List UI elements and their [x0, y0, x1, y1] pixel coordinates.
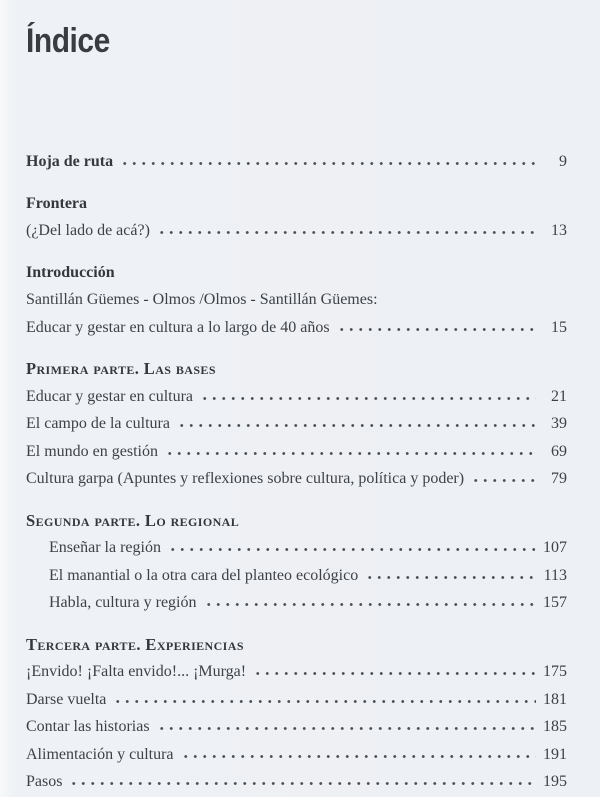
dot-leader: [157, 230, 536, 235]
toc-group-tercera-parte: [26, 631, 567, 796]
toc-entry-title: Habla, cultura y región: [49, 594, 197, 611]
page-number: 195: [543, 773, 567, 790]
dot-leader: [365, 575, 536, 580]
toc-part-heading: Primera parte. Las bases: [26, 359, 216, 378]
toc-entry-title: (¿Del lado de acá?): [26, 222, 150, 239]
toc-group-primera-parte: [26, 355, 567, 493]
toc-entry-title: ¡Envido! ¡Falta envido!... ¡Murga!: [26, 663, 247, 680]
dot-leader: [168, 547, 536, 552]
toc-entry: [26, 438, 567, 466]
page-number: 39: [551, 415, 567, 432]
page-number: 181: [543, 690, 567, 708]
page-number: 13: [551, 222, 567, 239]
toc-entry-title: Cultura garpa (Apuntes y reflexiones sobre cultura, política y poder): [26, 470, 465, 487]
toc-part-heading: Tercera parte. Experiencias: [26, 634, 244, 654]
dot-leader: [200, 396, 536, 401]
page-number: 79: [551, 470, 567, 487]
dot-leader: [204, 602, 537, 607]
page-title: Índice: [26, 22, 110, 60]
dot-leader: [337, 327, 536, 332]
toc-entry-title: El mundo en gestión: [26, 442, 158, 460]
toc-group-introduccion: [26, 259, 567, 342]
toc-subtitle: Santillán Güemes - Olmos /Olmos - Santillán Güemes:: [26, 291, 378, 308]
page-number: 113: [543, 566, 567, 584]
page-number: 15: [551, 318, 567, 336]
toc-heading: Frontera: [26, 194, 88, 212]
dot-leader: [471, 478, 536, 483]
toc-entry: [26, 383, 567, 411]
page-number: 107: [543, 539, 567, 556]
dot-leader: [69, 781, 536, 786]
toc-entry: [26, 534, 567, 562]
toc-entry-title: El manantial o la otra cara del planteo ecológico: [49, 566, 359, 584]
toc-entry: [26, 410, 567, 438]
toc-entry: [26, 741, 567, 769]
toc-entry-title: Contar las historias: [26, 718, 150, 735]
toc-group-segunda-parte: [26, 507, 567, 617]
toc-heading: Introducción: [26, 263, 115, 281]
page-number: 175: [543, 663, 567, 680]
dot-leader: [181, 754, 536, 759]
page-number: 185: [543, 718, 567, 735]
dot-leader: [157, 726, 536, 731]
toc-entry: [26, 217, 567, 245]
toc-group-frontera: [26, 190, 567, 245]
dot-leader: [165, 451, 536, 456]
page-number: 191: [543, 745, 567, 763]
page-number: 69: [551, 442, 567, 460]
page-number: 157: [543, 594, 567, 611]
toc-entry-title: Educar y gestar en cultura a lo largo de 40 años: [26, 318, 330, 336]
toc-entry: [26, 713, 567, 741]
toc-entry: [26, 148, 567, 176]
toc-entry: [26, 562, 567, 590]
toc-entry: [26, 768, 567, 796]
toc-entry: [26, 658, 567, 686]
toc-entry-title: Darse vuelta: [26, 690, 107, 708]
toc-entry-title: Enseñar la región: [49, 539, 161, 556]
toc-entry-title: Pasos: [26, 773, 63, 790]
toc-entry-title: Educar y gestar en cultura: [26, 387, 194, 405]
toc-entry: [26, 465, 567, 493]
dot-leader: [113, 699, 536, 704]
toc-entry: [26, 589, 567, 617]
dot-leader: [120, 161, 536, 166]
toc-part-heading: Segunda parte. Lo regional: [26, 510, 240, 530]
dot-leader: [177, 423, 536, 428]
toc-entry-title: El campo de la cultura: [26, 415, 170, 432]
toc-entry-title: Alimentación y cultura: [26, 745, 174, 763]
page-number: 9: [559, 153, 567, 170]
toc-entry-title: Hoja de ruta: [26, 153, 114, 170]
toc-entry: [26, 686, 567, 714]
dot-leader: [253, 671, 536, 676]
toc-group-hoja-de-ruta: [26, 148, 567, 176]
page-number: 21: [551, 387, 567, 405]
toc-entry: [26, 314, 567, 342]
